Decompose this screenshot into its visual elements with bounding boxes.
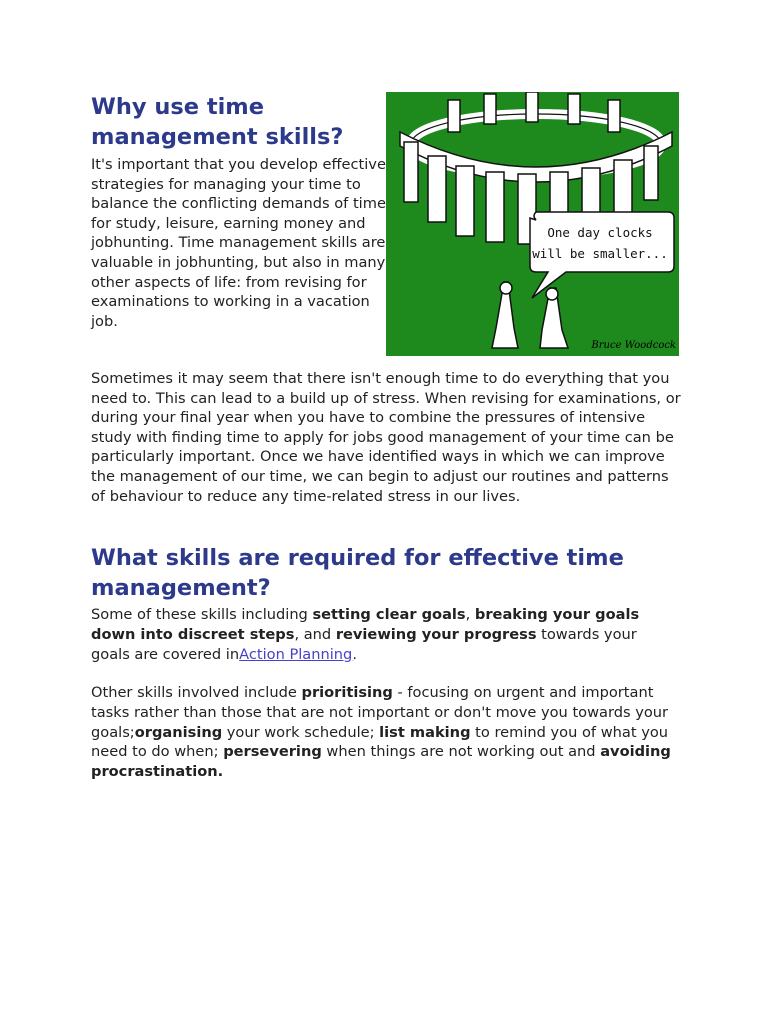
- skills-paragraph: [91, 605, 676, 664]
- section-heading-why-time-management: Why use time management skills?: [91, 94, 344, 150]
- stress-paragraph: Sometimes it may seem that there isn't enough time to do everything that you need to. This can lead to a build up of stress. When revising for examinations, or during your final year when you have to combine the pressures of intensive study with finding time to apply for jobs good management of your time can be particularly important. Once we have identified ways in which we can improve the management of our time, we can begin to adjust our routines and patterns of behaviour to reduce any time-related stress in our lives.: [91, 370, 681, 505]
- skill-organising: organising: [134, 723, 223, 741]
- skills-text-5: .: [352, 645, 357, 663]
- section-heading-skills-required: What skills are required for effective time management?: [91, 545, 624, 601]
- skill-persevering: persevering: [223, 743, 322, 761]
- skill-prioritising: prioritising: [301, 684, 393, 701]
- other-text-1: Other skills involved include: [91, 684, 302, 701]
- speech-line-2: will be smaller...: [532, 246, 668, 261]
- speech-line-1: One day clocks: [547, 225, 653, 240]
- action-planning-link[interactable]: Action Planning: [239, 645, 353, 663]
- other-text-4: to remind you of what you need to do when;: [91, 723, 669, 761]
- skills-text-3: , and: [294, 625, 336, 643]
- stonehenge-cartoon-image: [386, 92, 679, 356]
- skills-text-2: ,: [465, 606, 475, 623]
- other-text-3: your work schedule;: [222, 723, 380, 741]
- other-text-5: when things are not working out and: [321, 743, 601, 761]
- skills-text-1: Some of these skills including: [91, 606, 313, 623]
- skill-reviewing-progress: reviewing your progress: [335, 625, 537, 643]
- skill-list-making: list making: [379, 723, 471, 741]
- other-skills-paragraph: [91, 683, 681, 782]
- skills-text-4: towards your goals are covered in: [91, 625, 637, 663]
- skill-avoiding-procrastination: avoiding procrastination.: [91, 743, 671, 781]
- skill-setting-clear-goals: setting clear goals: [312, 606, 466, 623]
- other-text-2: - focusing on urgent and important tasks rather than those that are not important or don't move you towards your goals;: [91, 684, 669, 741]
- skill-breaking-goals-down: breaking your goals down into discreet steps: [91, 606, 640, 643]
- cartoon-signature: Bruce Woodcock: [591, 340, 676, 351]
- intro-paragraph: It's important that you develop effective strategies for managing your time to balance the conflicting demands of time for study, leisure, earning money and jobhunting. Time management skills are valuable in jobhunting, but also in many other aspects of life: from revising for examinations to working in a vacation job.: [91, 156, 386, 330]
